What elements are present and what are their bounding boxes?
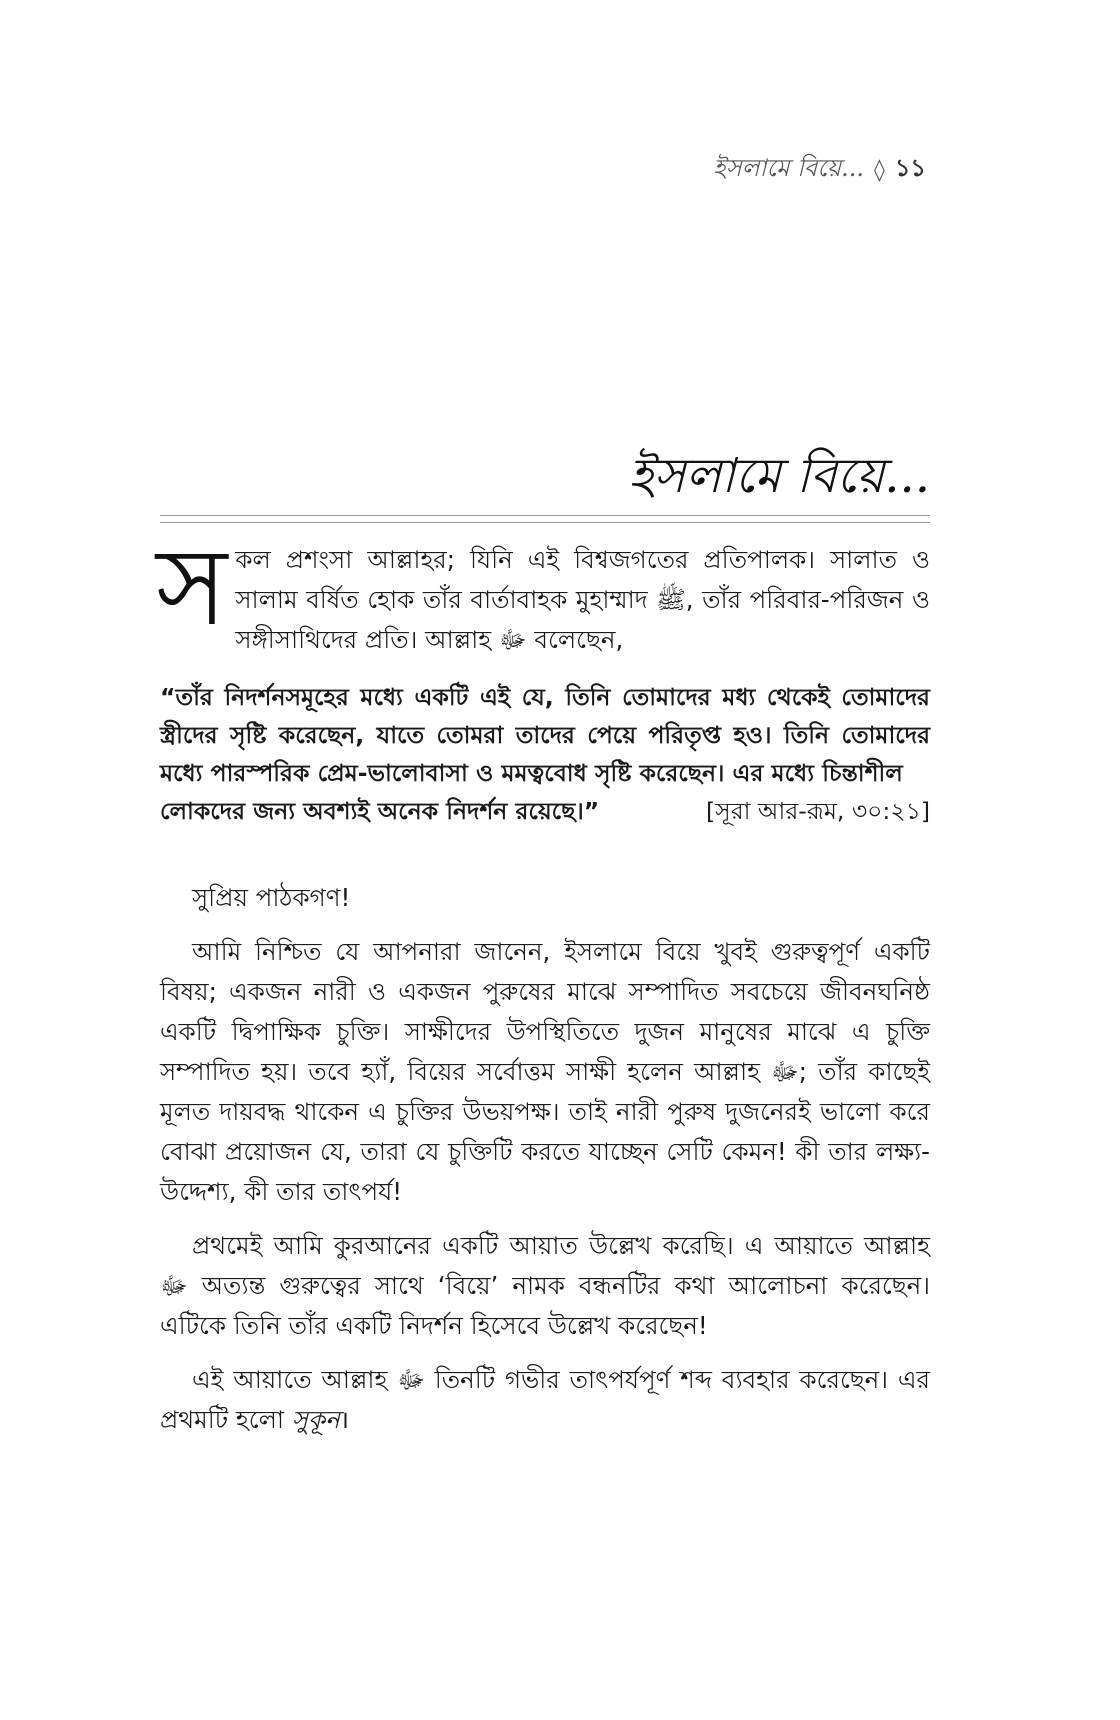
page-body [156,525,930,1440]
quote-last-line [160,792,930,830]
paragraph-3-text: এই আয়াতে আল্লাহ ﷻ তিনটি গভীর তাৎপর্যপূর্ণ শব্দ ব্যবহার করেছেন। এর প্রথমটি হলো [160,1365,930,1434]
paragraph-1: আমি নিশ্চিত যে আপনারা জানেন, ইসলামে বিয়ে খুবই গুরুত্বপূর্ণ একটি বিষয়; একজন নারী ও একজন পুরুষের মাঝে সম্পাদিত সবচেয়ে জীবনঘনিষ্ঠ একটি দ্বিপাক্ষিক চুক্তি। সাক্ষীদের উপস্থিতিতে দুজন মানুষের মাঝে এ চুক্তি সম্পাদিত হয়। তবে হ্যাঁ, বিয়ের সর্বোত্তম সাক্ষী হলেন আল্লাহ ﷻ; তাঁর কাছেই মূলত দায়বদ্ধ থাকেন এ চুক্তির উভয়পক্ষ। তাই নারী পুরুষ দুজনেরই ভালো করে বোঝা প্রয়োজন যে, তারা যে চুক্তিটি করতে যাচ্ছেন সেটি কেমন! কী তার লক্ষ্য-উদ্দেশ্য, কী তার তাৎপর্য! [160,937,930,1206]
diamond-icon: ◊ [873,157,885,183]
quote-reference: [সূরা আর-রূম, ৩০:২১] [706,797,930,825]
paragraph-3-end: । [339,1405,350,1434]
quran-quote [160,678,930,830]
salutation: সুপ্রিয় পাঠকগণ! [192,883,351,912]
paragraph-2: প্রথমেই আমি কুরআনের একটি আয়াত উল্লেখ করেছি। এ আয়াতে আল্লাহ ﷻ অত্যন্ত গুরুত্বের সাথে ‘বিয়ে’ নামক বন্ধনটির কথা আলোচনা করেছেন। এটিকে তিনি তাঁর একটি নিদর্শন হিসেবে উল্লেখ করেছেন! [160,1231,930,1340]
title-rule-bottom [160,522,930,523]
title-rule-top [160,515,930,516]
running-head [713,150,926,190]
opening-paragraph [156,525,930,660]
term-sukun: সুকূন [291,1405,340,1434]
quote-text-end: লোকদের জন্য অবশ্যই অনেক নিদর্শন রয়েছে।” [160,797,600,825]
chapter-title: ইসলামে বিয়ে... [628,448,930,504]
page-number: ১১ [894,154,926,182]
opening-text: কল প্রশংসা আল্লাহর; যিনি এই বিশ্বজগতের প্রতিপালক। সালাত ও সালাম বর্ষিত হোক তাঁর বার্তাবাহক মুহাম্মাদ ﷺ, তাঁর পরিবার-পরিজন ও সঙ্গীসাথিদের প্রতি। আল্লাহ ﷻ বলেছেন, [235,545,930,654]
paragraph-3 [160,1360,930,1440]
quote-text: “তাঁর নিদর্শনসমূহের মধ্যে একটি এই যে, তিনি তোমাদের মধ্য থেকেই তোমাদের স্ত্রীদের সৃষ্টি করেছেন, যাতে তোমরা তাদের পেয়ে পরিতৃপ্ত হও। তিনি তোমাদের মধ্যে পারস্পরিক প্রেম-ভালোবাসা ও মমত্ববোধ সৃষ্টি করেছেন। এর মধ্যে চিন্তাশীল [160,683,930,787]
drop-cap: স [156,525,228,650]
running-title: ইসলামে বিয়ে... [713,154,864,182]
